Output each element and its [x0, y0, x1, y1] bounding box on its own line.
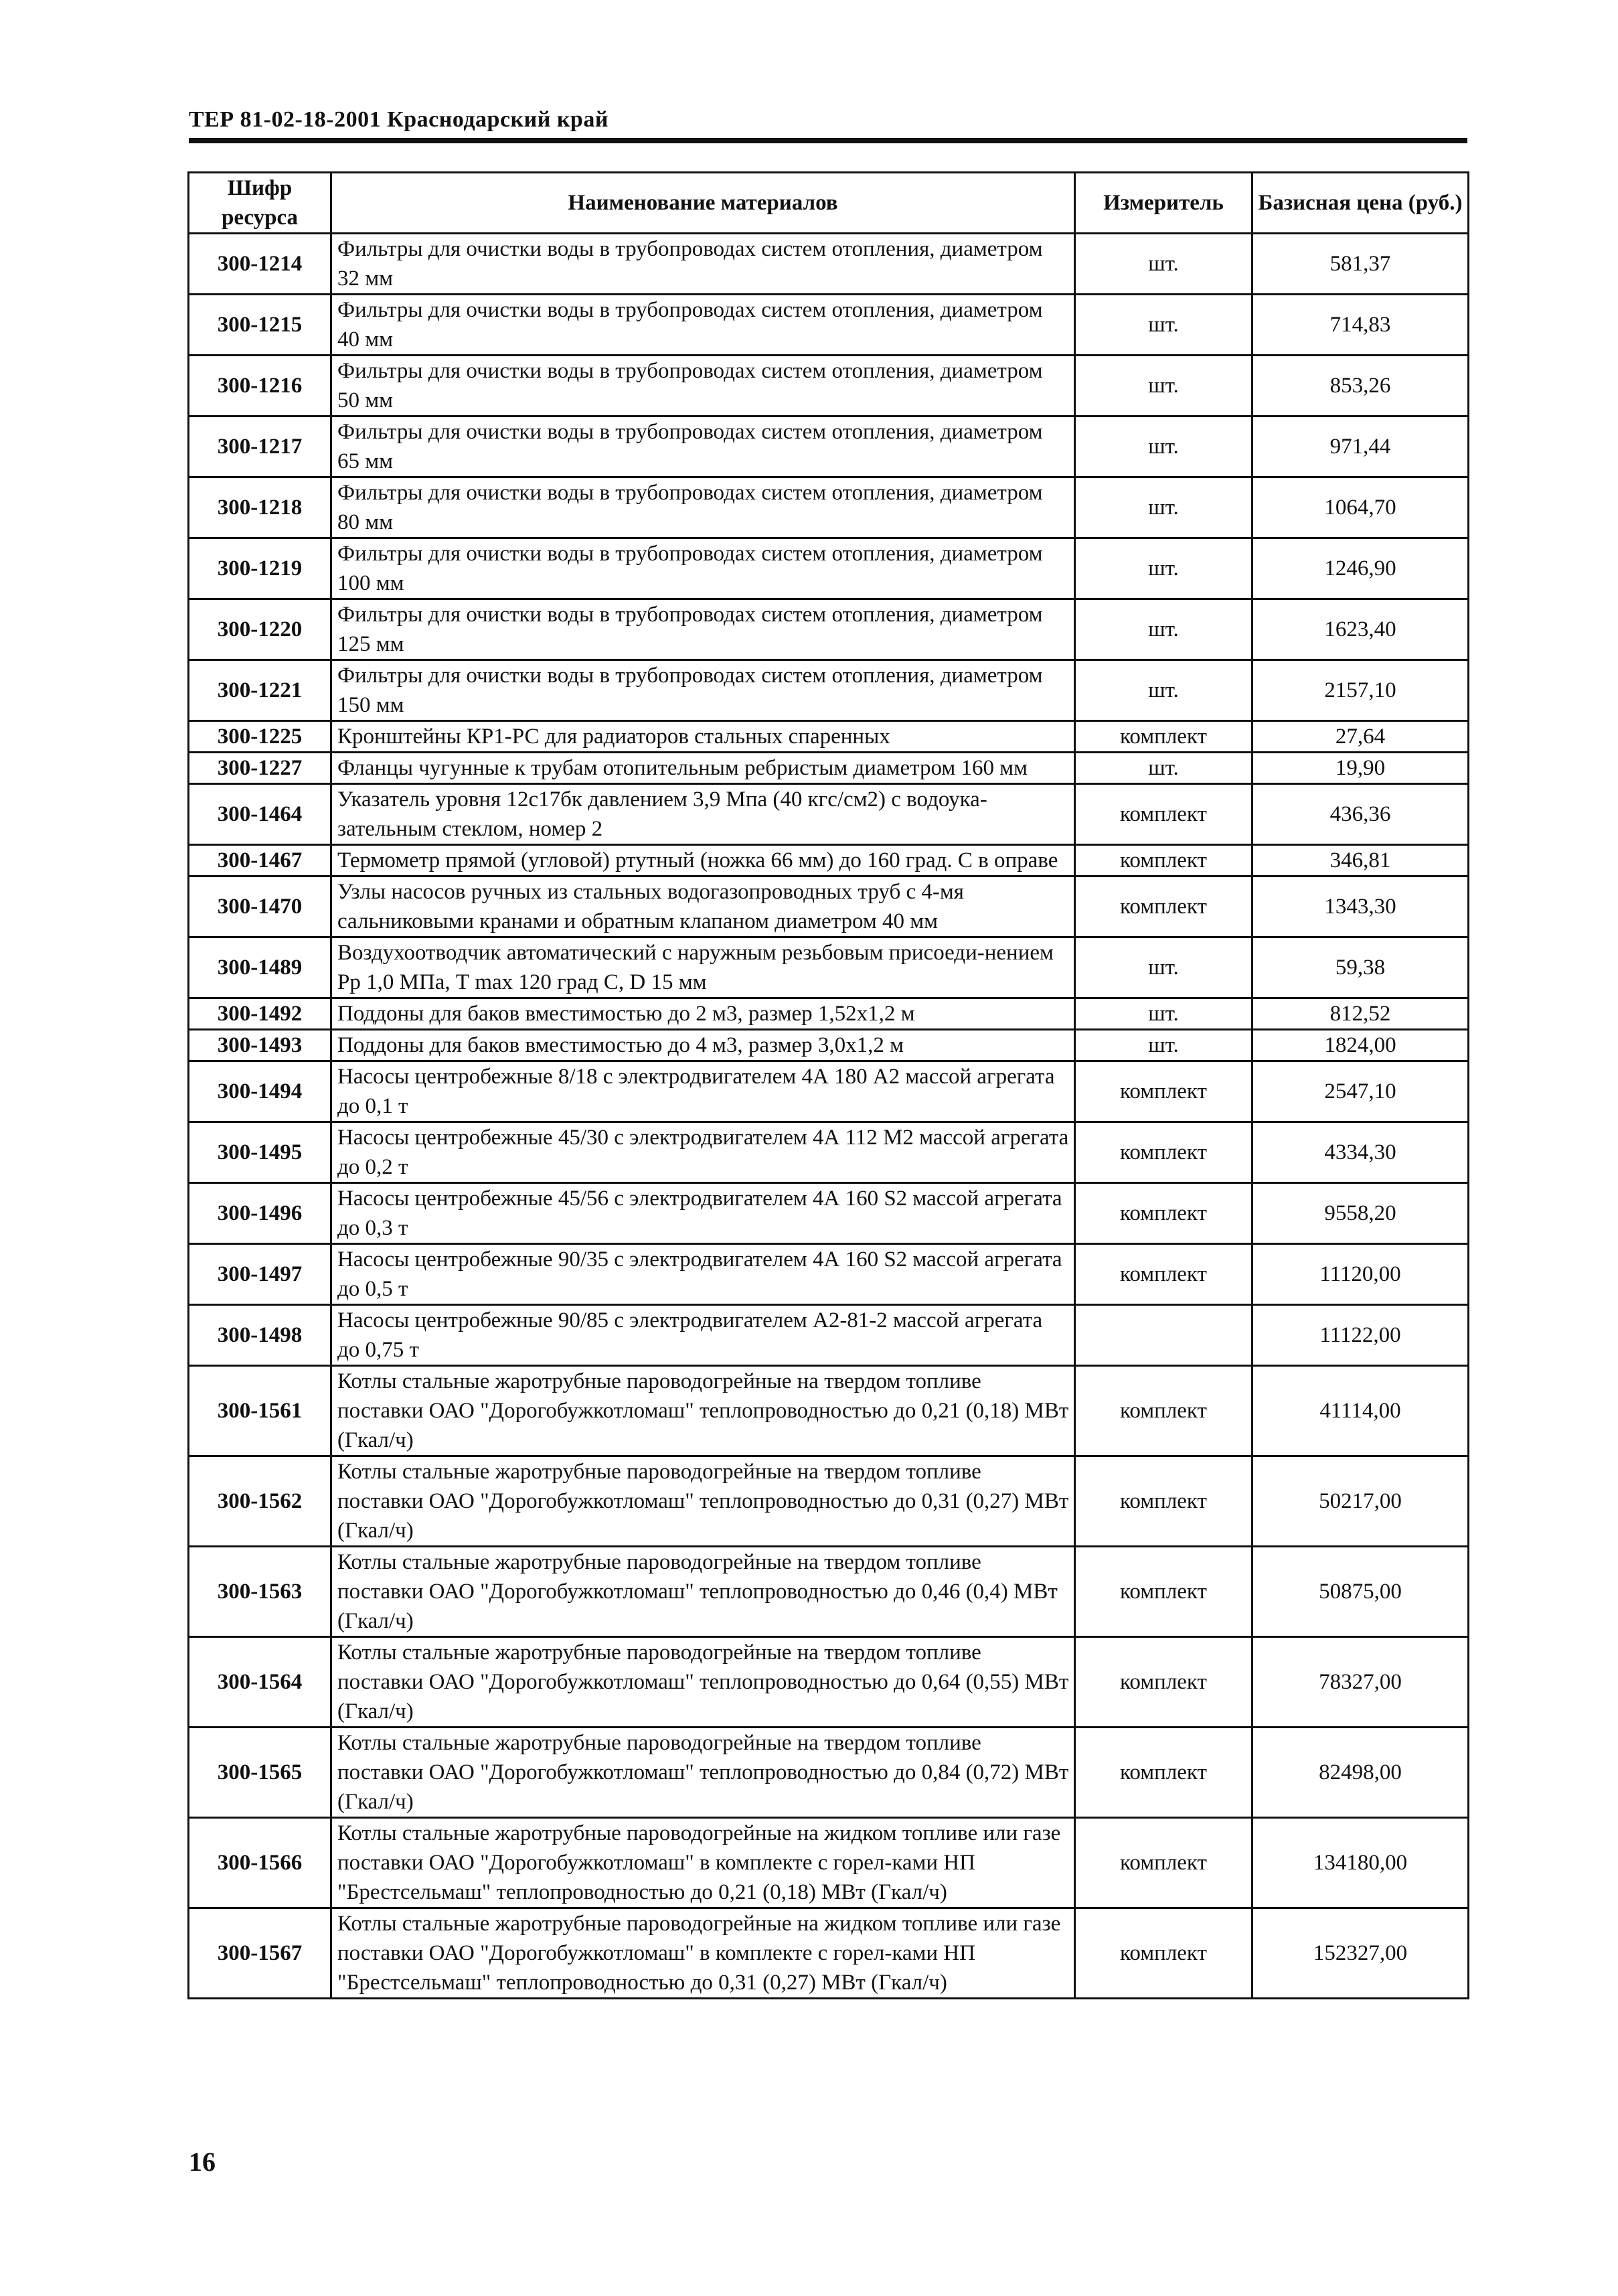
price-cell: 59,38: [1252, 937, 1469, 998]
unit-cell: комплект: [1075, 1908, 1252, 1999]
header-divider: [189, 138, 1467, 143]
document-title: ТЕР 81-02-18-2001 Краснодарский край: [189, 107, 609, 132]
code-cell: 300-1464: [189, 784, 331, 845]
code-cell: 300-1219: [189, 538, 331, 599]
code-cell: 300-1218: [189, 477, 331, 538]
table-row: [189, 1122, 1469, 1183]
name-cell: Насосы центробежные 90/85 с электродвигателем А2-81-2 массой агрегата до 0,75 т: [331, 1305, 1075, 1366]
name-cell: Термометр прямой (угловой) ртутный (ножка 66 мм) до 160 град. С в оправе: [331, 845, 1075, 876]
name-cell: Фильтры для очистки воды в трубопроводах систем отопления, диаметром 40 мм: [331, 295, 1075, 356]
code-cell: 300-1214: [189, 234, 331, 295]
price-cell: 41114,00: [1252, 1366, 1469, 1456]
unit-cell: шт.: [1075, 1030, 1252, 1061]
price-cell: 152327,00: [1252, 1908, 1469, 1999]
code-cell: 300-1497: [189, 1244, 331, 1305]
price-cell: 346,81: [1252, 845, 1469, 876]
unit-cell: шт.: [1075, 538, 1252, 599]
table-row: [189, 1908, 1469, 1999]
price-cell: 1246,90: [1252, 538, 1469, 599]
materials-table-container: [187, 171, 1467, 1999]
price-cell: 27,64: [1252, 721, 1469, 753]
table-row: [189, 416, 1469, 477]
code-cell: 300-1217: [189, 416, 331, 477]
name-cell: Котлы стальные жаротрубные пароводогрейные на жидком топливе или газе поставки ОАО "Дорогобужкотломаш" в комплекте с горел-ками НП "Брестсельмаш" теплопроводностью до 0,31 (0,27) МВт (Гкал/ч): [331, 1908, 1075, 1999]
unit-cell: шт.: [1075, 356, 1252, 416]
materials-table: [187, 171, 1469, 1999]
page-header: [189, 107, 1467, 143]
code-cell: 300-1496: [189, 1183, 331, 1244]
code-cell: 300-1566: [189, 1818, 331, 1908]
code-cell: 300-1494: [189, 1061, 331, 1122]
unit-cell: шт.: [1075, 998, 1252, 1030]
code-cell: 300-1470: [189, 876, 331, 937]
price-cell: 134180,00: [1252, 1818, 1469, 1908]
unit-cell: комплект: [1075, 1244, 1252, 1305]
price-cell: 82498,00: [1252, 1728, 1469, 1818]
code-cell: 300-1489: [189, 937, 331, 998]
code-cell: 300-1221: [189, 660, 331, 721]
table-row: [189, 295, 1469, 356]
price-cell: 1623,40: [1252, 599, 1469, 660]
unit-cell: шт.: [1075, 295, 1252, 356]
unit-cell: шт.: [1075, 660, 1252, 721]
name-cell: Насосы центробежные 90/35 с электродвигателем 4А 160 S2 массой агрегата до 0,5 т: [331, 1244, 1075, 1305]
table-row: [189, 1183, 1469, 1244]
table-row: [189, 1456, 1469, 1547]
name-cell: Насосы центробежные 8/18 с электродвигателем 4А 180 А2 массой агрегата до 0,1 т: [331, 1061, 1075, 1122]
name-cell: Насосы центробежные 45/30 с электродвигателем 4А 112 М2 массой агрегата до 0,2 т: [331, 1122, 1075, 1183]
name-cell: Фланцы чугунные к трубам отопительным ребристым диаметром 160 мм: [331, 753, 1075, 784]
code-cell: 300-1493: [189, 1030, 331, 1061]
header-code: Шифр ресурса: [189, 173, 331, 234]
unit-cell: комплект: [1075, 1818, 1252, 1908]
name-cell: Фильтры для очистки воды в трубопроводах систем отопления, диаметром 80 мм: [331, 477, 1075, 538]
unit-cell: комплект: [1075, 876, 1252, 937]
name-cell: Фильтры для очистки воды в трубопроводах систем отопления, диаметром 125 мм: [331, 599, 1075, 660]
name-cell: Фильтры для очистки воды в трубопроводах систем отопления, диаметром 50 мм: [331, 356, 1075, 416]
unit-cell: комплект: [1075, 1456, 1252, 1547]
code-cell: 300-1216: [189, 356, 331, 416]
code-cell: 300-1467: [189, 845, 331, 876]
table-header-row: [189, 173, 1469, 234]
price-cell: 1824,00: [1252, 1030, 1469, 1061]
unit-cell: шт.: [1075, 416, 1252, 477]
table-row: [189, 1030, 1469, 1061]
price-cell: 1343,30: [1252, 876, 1469, 937]
unit-cell: комплект: [1075, 845, 1252, 876]
table-row: [189, 1305, 1469, 1366]
name-cell: Кронштейны КР1-РС для радиаторов стальных спаренных: [331, 721, 1075, 753]
name-cell: Насосы центробежные 45/56 с электродвигателем 4А 160 S2 массой агрегата до 0,3 т: [331, 1183, 1075, 1244]
name-cell: Котлы стальные жаротрубные пароводогрейные на твердом топливе поставки ОАО "Дорогобужкотломаш" теплопроводностью до 0,64 (0,55) МВт (Гкал/ч): [331, 1637, 1075, 1728]
price-cell: 78327,00: [1252, 1637, 1469, 1728]
unit-cell: комплект: [1075, 1728, 1252, 1818]
unit-cell: комплект: [1075, 784, 1252, 845]
unit-cell: комплект: [1075, 1547, 1252, 1637]
table-row: [189, 784, 1469, 845]
name-cell: Фильтры для очистки воды в трубопроводах систем отопления, диаметром 32 мм: [331, 234, 1075, 295]
unit-cell: комплект: [1075, 721, 1252, 753]
unit-cell: шт.: [1075, 234, 1252, 295]
price-cell: 971,44: [1252, 416, 1469, 477]
header-name: Наименование материалов: [331, 173, 1075, 234]
unit-cell: шт.: [1075, 753, 1252, 784]
unit-cell: шт.: [1075, 937, 1252, 998]
table-row: [189, 356, 1469, 416]
code-cell: 300-1225: [189, 721, 331, 753]
name-cell: Фильтры для очистки воды в трубопроводах систем отопления, диаметром 100 мм: [331, 538, 1075, 599]
table-row: [189, 1061, 1469, 1122]
price-cell: 11122,00: [1252, 1305, 1469, 1366]
table-row: [189, 1244, 1469, 1305]
unit-cell: комплект: [1075, 1637, 1252, 1728]
table-row: [189, 998, 1469, 1030]
unit-cell: комплект: [1075, 1122, 1252, 1183]
page-number: 16: [189, 2147, 216, 2177]
code-cell: 300-1564: [189, 1637, 331, 1728]
name-cell: Указатель уровня 12с17бк давлением 3,9 Мпа (40 кгс/см2) с водоука-зательным стеклом, номер 2: [331, 784, 1075, 845]
table-row: [189, 234, 1469, 295]
table-row: [189, 1366, 1469, 1456]
table-row: [189, 538, 1469, 599]
code-cell: 300-1498: [189, 1305, 331, 1366]
unit-cell: комплект: [1075, 1366, 1252, 1456]
code-cell: 300-1220: [189, 599, 331, 660]
unit-cell: комплект: [1075, 1183, 1252, 1244]
code-cell: 300-1565: [189, 1728, 331, 1818]
table-row: [189, 1547, 1469, 1637]
price-cell: 812,52: [1252, 998, 1469, 1030]
header-unit: Измеритель: [1075, 173, 1252, 234]
name-cell: Котлы стальные жаротрубные пароводогрейные на твердом топливе поставки ОАО "Дорогобужкотломаш" теплопроводностью до 0,84 (0,72) МВт (Гкал/ч): [331, 1728, 1075, 1818]
table-row: [189, 1728, 1469, 1818]
table-row: [189, 599, 1469, 660]
table-body: [189, 234, 1469, 1999]
code-cell: 300-1562: [189, 1456, 331, 1547]
header-price: Базисная цена (руб.): [1252, 173, 1469, 234]
unit-cell: шт.: [1075, 599, 1252, 660]
table-row: [189, 660, 1469, 721]
code-cell: 300-1563: [189, 1547, 331, 1637]
name-cell: Воздухоотводчик автоматический с наружным резьбовым присоеди-нением Рр 1,0 МПа, Т max 120 град С, D 15 мм: [331, 937, 1075, 998]
table-row: [189, 845, 1469, 876]
code-cell: 300-1495: [189, 1122, 331, 1183]
table-row: [189, 753, 1469, 784]
price-cell: 11120,00: [1252, 1244, 1469, 1305]
name-cell: Поддоны для баков вместимостью до 2 м3, размер 1,52х1,2 м: [331, 998, 1075, 1030]
name-cell: Поддоны для баков вместимостью до 4 м3, размер 3,0х1,2 м: [331, 1030, 1075, 1061]
price-cell: 2547,10: [1252, 1061, 1469, 1122]
price-cell: 19,90: [1252, 753, 1469, 784]
table-row: [189, 937, 1469, 998]
price-cell: 853,26: [1252, 356, 1469, 416]
price-cell: 50217,00: [1252, 1456, 1469, 1547]
code-cell: 300-1215: [189, 295, 331, 356]
price-cell: 436,36: [1252, 784, 1469, 845]
name-cell: Котлы стальные жаротрубные пароводогрейные на твердом топливе поставки ОАО "Дорогобужкотломаш" теплопроводностью до 0,31 (0,27) МВт (Гкал/ч): [331, 1456, 1075, 1547]
price-cell: 714,83: [1252, 295, 1469, 356]
code-cell: 300-1561: [189, 1366, 331, 1456]
price-cell: 1064,70: [1252, 477, 1469, 538]
price-cell: 4334,30: [1252, 1122, 1469, 1183]
price-cell: 50875,00: [1252, 1547, 1469, 1637]
table-row: [189, 477, 1469, 538]
unit-cell: комплект: [1075, 1061, 1252, 1122]
name-cell: Фильтры для очистки воды в трубопроводах систем отопления, диаметром 150 мм: [331, 660, 1075, 721]
table-row: [189, 721, 1469, 753]
code-cell: 300-1567: [189, 1908, 331, 1999]
code-cell: 300-1227: [189, 753, 331, 784]
name-cell: Узлы насосов ручных из стальных водогазопроводных труб с 4-мя сальниковыми кранами и обратным клапаном диаметром 40 мм: [331, 876, 1075, 937]
unit-cell: шт.: [1075, 477, 1252, 538]
price-cell: 2157,10: [1252, 660, 1469, 721]
name-cell: Фильтры для очистки воды в трубопроводах систем отопления, диаметром 65 мм: [331, 416, 1075, 477]
code-cell: 300-1492: [189, 998, 331, 1030]
name-cell: Котлы стальные жаротрубные пароводогрейные на твердом топливе поставки ОАО "Дорогобужкотломаш" теплопроводностью до 0,46 (0,4) МВт (Гкал/ч): [331, 1547, 1075, 1637]
price-cell: 9558,20: [1252, 1183, 1469, 1244]
table-row: [189, 876, 1469, 937]
table-row: [189, 1637, 1469, 1728]
name-cell: Котлы стальные жаротрубные пароводогрейные на твердом топливе поставки ОАО "Дорогобужкотломаш" теплопроводностью до 0,21 (0,18) МВт (Гкал/ч): [331, 1366, 1075, 1456]
table-row: [189, 1818, 1469, 1908]
name-cell: Котлы стальные жаротрубные пароводогрейные на жидком топливе или газе поставки ОАО "Дорогобужкотломаш" в комплекте с горел-ками НП "Брестсельмаш" теплопроводностью до 0,21 (0,18) МВт (Гкал/ч): [331, 1818, 1075, 1908]
price-cell: 581,37: [1252, 234, 1469, 295]
unit-cell: [1075, 1305, 1252, 1366]
